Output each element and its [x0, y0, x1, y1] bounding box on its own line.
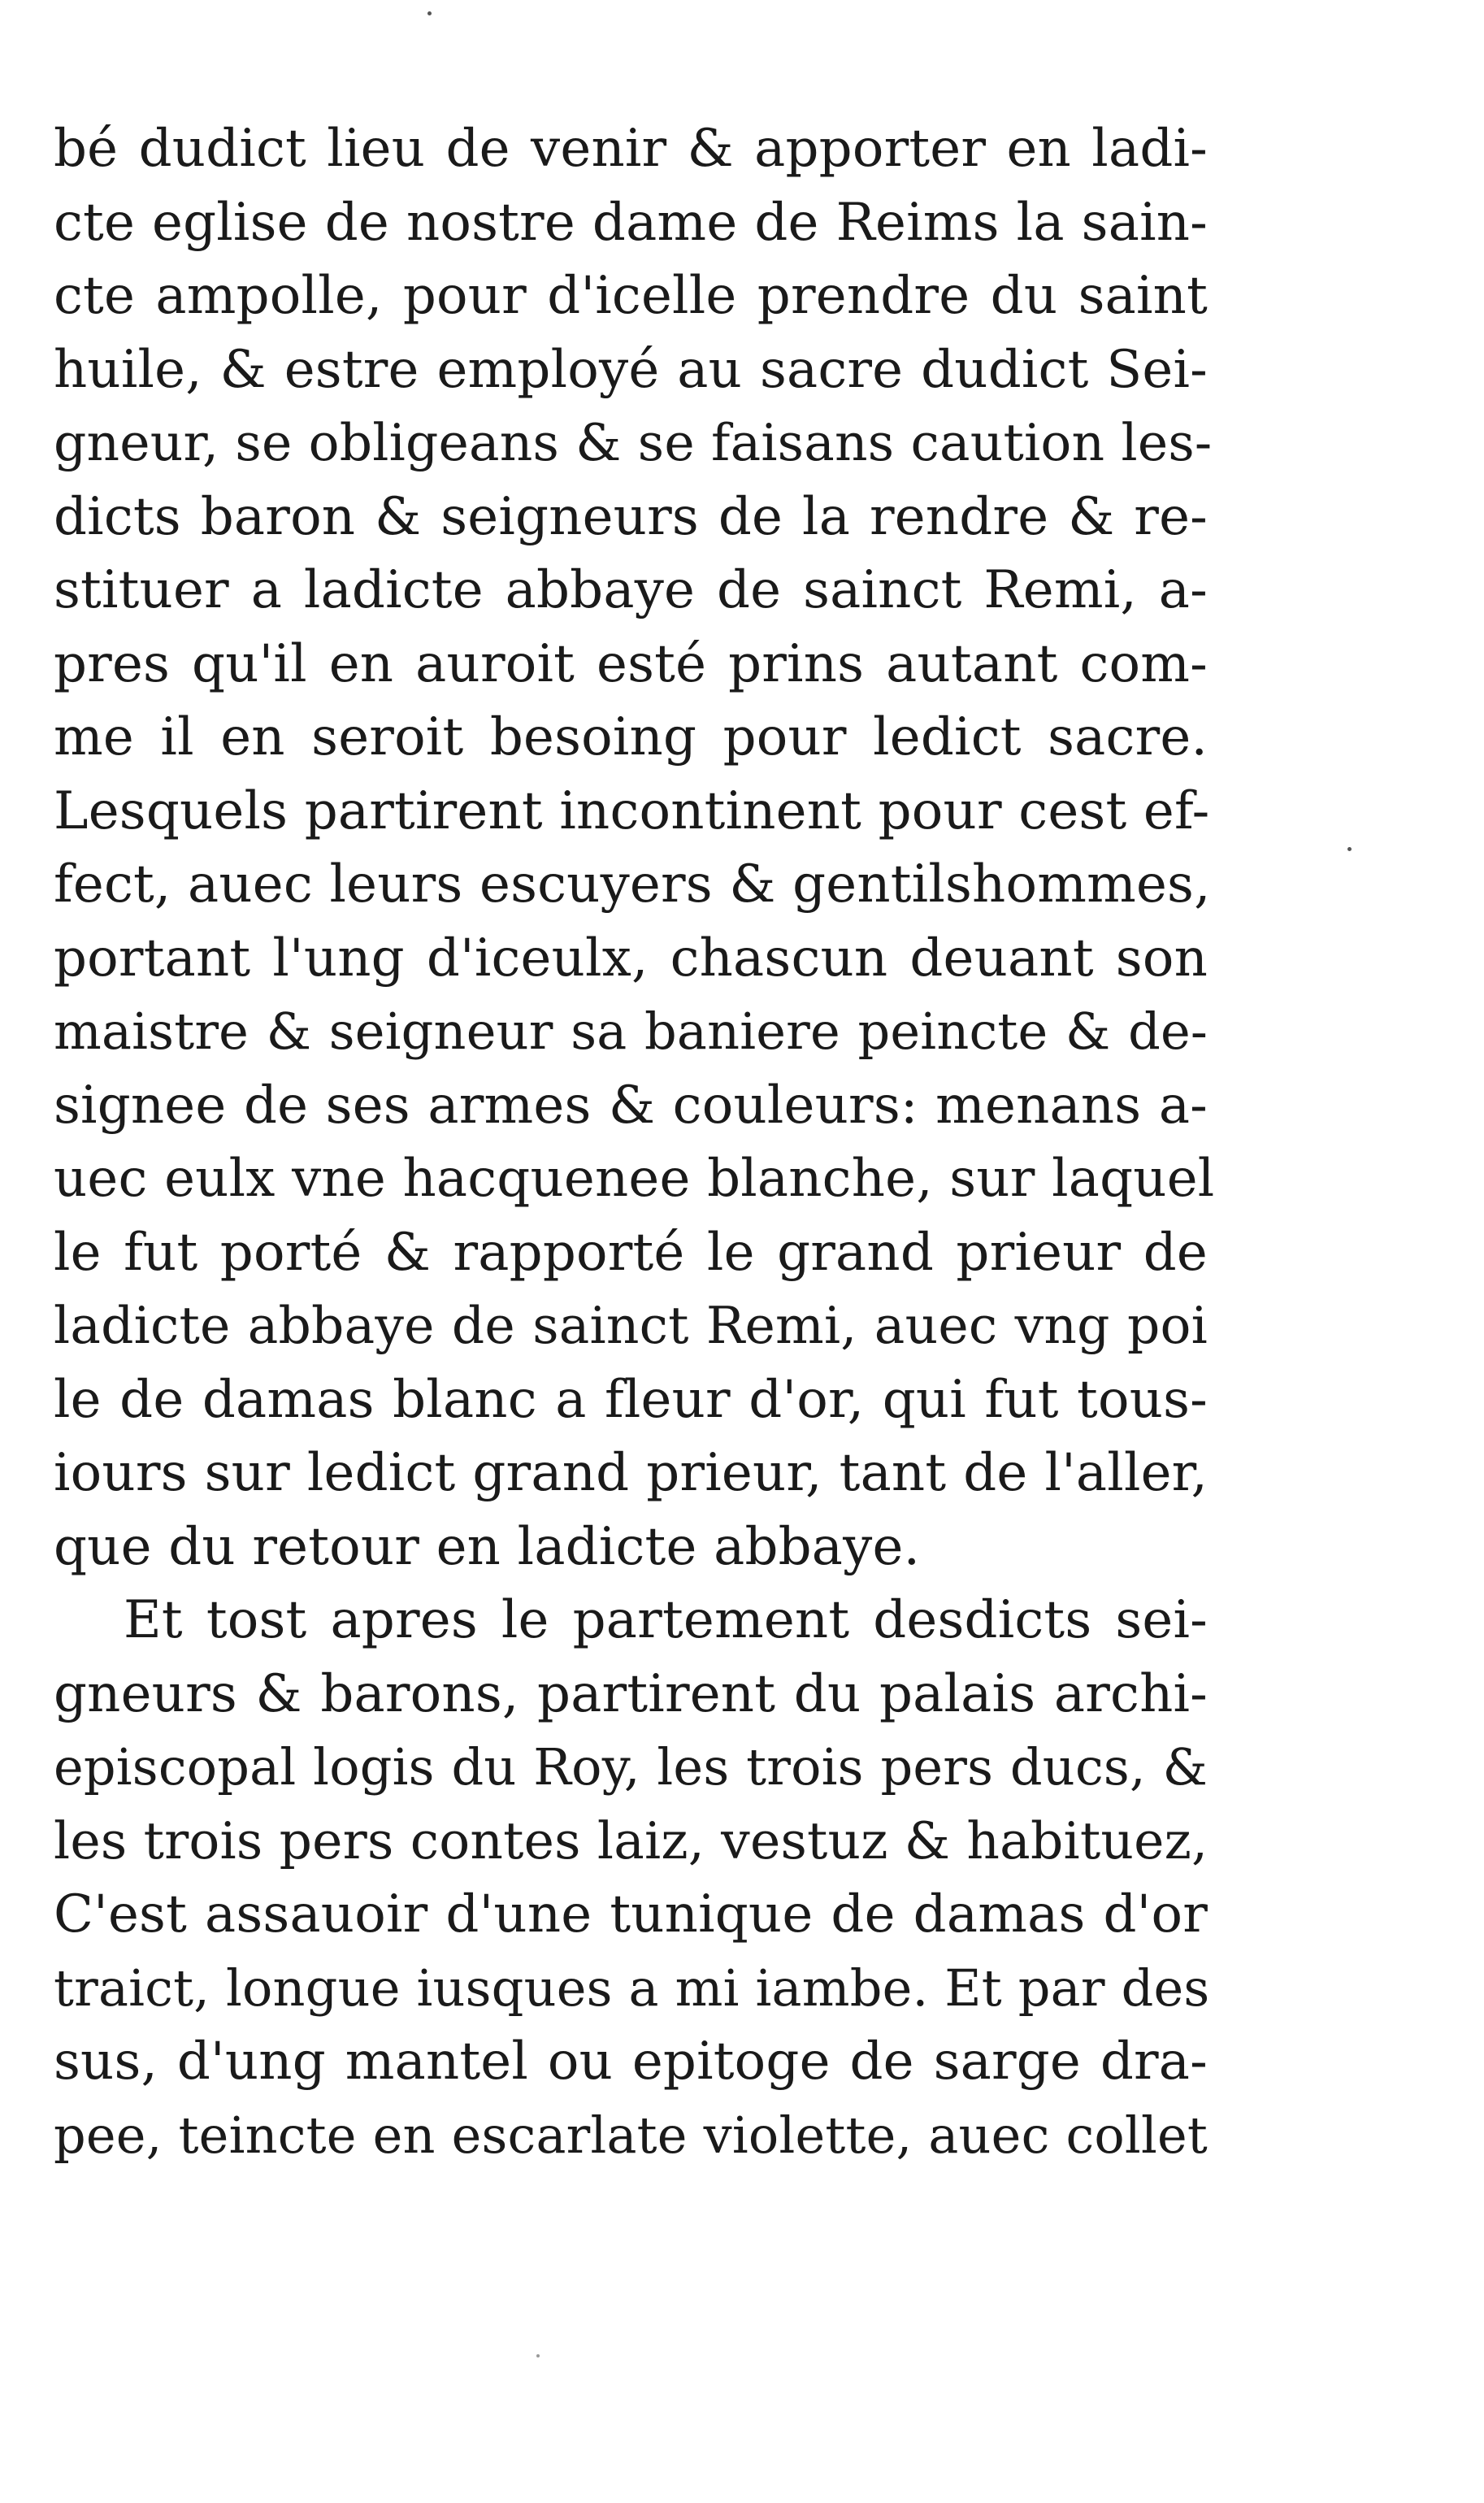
text-line: sus, d'ung mantel ou epitoge de sarge dra-	[54, 2032, 1208, 2092]
text-line: ladicte abbaye de sainct Remi, auec vng poi	[54, 1296, 1208, 1355]
text-line: les trois pers contes laiz, vestuz & habituez,	[54, 1810, 1208, 1871]
text-line: signee de ses armes & couleurs: menans a-	[54, 1075, 1208, 1136]
ink-speck	[1347, 847, 1352, 851]
text-line: C'est assauoir d'une tunique de damas d'or	[54, 1884, 1208, 1945]
ink-speck	[427, 11, 432, 15]
text-line: dicts baron & seigneurs de la rendre & re-	[54, 486, 1208, 547]
text-line: episcopal logis du Roy, les trois pers ducs, &	[54, 1737, 1208, 1797]
text-line: uec eulx vne hacquenee blanche, sur laquel	[54, 1149, 1215, 1209]
text-line: pres qu'il en auroit esté prins autant com-	[54, 633, 1208, 694]
text-line: bé dudict lieu de venir & apporter en ladi-	[54, 119, 1208, 179]
text-line: le fut porté & rapporté le grand prieur de	[54, 1222, 1208, 1283]
text-line: cte ampolle, pour d'icelle prendre du saint	[54, 266, 1208, 326]
page-text-block	[54, 112, 1215, 2172]
text-line: Lesquels partirent incontinent pour cest ef-	[54, 780, 1210, 841]
text-line: maistre & seigneur sa baniere peincte & de-	[54, 1002, 1208, 1061]
text-line: huile, & estre employé au sacre dudict Sei-	[54, 339, 1208, 400]
text-line: portant l'ung d'iceulx, chascun deuant son	[54, 928, 1208, 989]
text-line: stituer a ladicte abbaye de sainct Remi, a-	[54, 560, 1208, 620]
ink-speck	[536, 2354, 540, 2357]
text-line: gneurs & barons, partirent du palais archi-	[54, 1663, 1208, 1724]
text-line: que du retour en ladicte abbaye.	[54, 1516, 921, 1577]
text-line: Et tost apres le partement desdicts sei-	[124, 1590, 1208, 1650]
text-line: me il en seroit besoing pour ledict sacre.	[54, 707, 1208, 767]
text-line: gneur, se obligeans & se faisans caution les-	[54, 413, 1213, 472]
text-line: traict, longue iusques a mi iambe. Et par des	[54, 1958, 1210, 2018]
text-line: pee, teincte en escarlate violette, auec collet	[54, 2105, 1208, 2165]
text-line: le de damas blanc a fleur d'or, qui fut tous-	[54, 1369, 1208, 1430]
text-line: cte eglise de nostre dame de Reims la sain-	[54, 192, 1208, 253]
text-line: iours sur ledict grand prieur, tant de l'aller,	[54, 1443, 1208, 1503]
text-line: fect, auec leurs escuyers & gentilshommes,	[54, 854, 1211, 915]
